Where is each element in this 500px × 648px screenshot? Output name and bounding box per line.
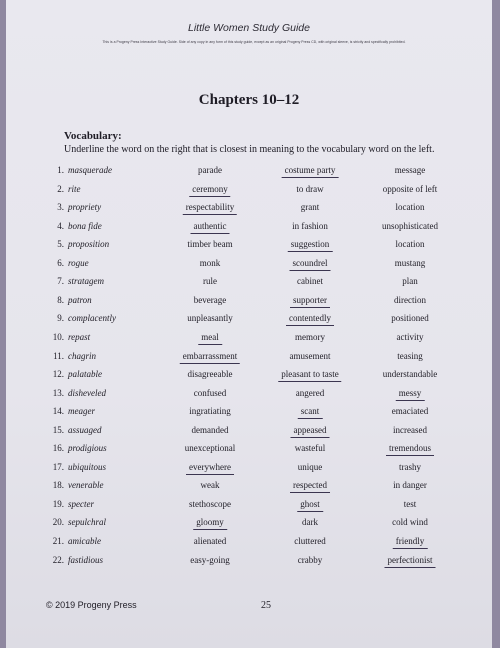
answer-choice[interactable]: costume party <box>282 163 339 178</box>
item-number: 17. <box>52 461 64 472</box>
vocab-term: proposition <box>68 239 110 250</box>
answer-choice[interactable]: mustang <box>394 257 426 268</box>
answer-choice[interactable]: tremendous <box>386 441 434 456</box>
answer-choice[interactable]: location <box>395 239 425 250</box>
vocab-term: palatable <box>68 369 102 380</box>
answer-choice[interactable]: grant <box>300 202 320 213</box>
answer-choice[interactable]: angered <box>295 387 325 398</box>
vocab-term: bona fide <box>68 220 102 231</box>
answer-choice[interactable]: test <box>403 498 417 509</box>
answer-choice[interactable]: unexceptional <box>184 443 236 454</box>
answer-choice[interactable]: teasing <box>397 350 423 361</box>
answer-choice[interactable]: emaciated <box>391 406 429 417</box>
answer-choice[interactable]: beverage <box>193 294 227 305</box>
answer-choice[interactable]: scant <box>298 404 323 419</box>
item-number: 1. <box>57 165 64 175</box>
answer-choice[interactable]: crabby <box>297 554 323 565</box>
answer-choice[interactable]: cluttered <box>294 536 326 546</box>
vocab-row <box>6 367 492 383</box>
vocab-term: disheveled <box>68 387 106 398</box>
vocab-row <box>6 386 492 402</box>
vocab-row <box>6 200 492 216</box>
answer-choice[interactable]: timber beam <box>187 239 233 250</box>
vocab-term: venerable <box>68 480 104 491</box>
item-number: 8. <box>57 294 64 305</box>
vocab-row <box>6 311 492 327</box>
answer-choice[interactable]: demanded <box>191 424 229 435</box>
answer-choice[interactable]: disagreeable <box>187 369 233 380</box>
vocabulary-heading: Vocabulary: <box>64 130 122 142</box>
answer-choice[interactable]: ceremony <box>189 182 230 197</box>
answer-choice[interactable]: meal <box>198 330 222 345</box>
item-number: 14. <box>52 406 64 417</box>
vocab-row <box>6 219 492 235</box>
copyright-fine-print: This is a Progeny Press Interactive Study Guide. Side of any copy in any form of this study guide, except as an original Progeny Press CD, with original sleeve, is strictly and specifically prohibited. <box>102 40 406 44</box>
answer-choice[interactable]: message <box>394 165 426 175</box>
guide-title: Little Women Study Guide <box>188 22 310 34</box>
answer-choice[interactable]: direction <box>394 294 426 305</box>
vocabulary-instructions: Underline the word on the right that is closest in meaning to the vocabulary word on the left. <box>64 144 435 155</box>
answer-choice[interactable]: messy <box>396 386 425 401</box>
answer-choice[interactable]: easy-going <box>190 554 230 565</box>
answer-choice[interactable]: in danger <box>393 480 427 491</box>
item-number: 16. <box>52 443 64 454</box>
answer-choice[interactable]: confused <box>193 387 227 398</box>
answer-choice[interactable]: alienated <box>193 536 227 546</box>
answer-choice[interactable]: parade <box>198 165 222 175</box>
vocab-term: sepulchral <box>68 517 106 528</box>
answer-choice[interactable]: to draw <box>296 183 324 194</box>
vocab-term: chagrin <box>68 350 96 361</box>
item-number: 10. <box>52 331 64 342</box>
vocab-row <box>6 423 492 439</box>
vocab-row <box>6 534 492 550</box>
answer-choice[interactable]: rule <box>203 276 217 287</box>
answer-choice[interactable]: monk <box>199 257 221 268</box>
item-number: 7. <box>57 276 64 287</box>
answer-choice[interactable]: unpleasantly <box>187 313 233 324</box>
worksheet-page <box>6 0 492 648</box>
vocab-term: specter <box>68 498 94 509</box>
answer-choice[interactable]: trashy <box>399 461 421 472</box>
answer-choice[interactable]: unique <box>297 461 323 472</box>
vocab-row <box>6 182 492 198</box>
footer-copyright: © 2019 Progeny Press <box>46 600 137 610</box>
item-number: 21. <box>52 536 64 546</box>
answer-choice[interactable]: in fashion <box>292 220 328 231</box>
answer-choice[interactable]: everywhere <box>186 460 234 475</box>
item-number: 6. <box>57 257 64 268</box>
vocab-row <box>6 404 492 420</box>
answer-choice[interactable]: respected <box>290 478 330 493</box>
answer-choice[interactable]: perfectionist <box>385 553 436 568</box>
answer-choice[interactable]: pleasant to taste <box>278 367 341 382</box>
answer-choice[interactable]: memory <box>295 331 325 342</box>
answer-choice[interactable]: suggestion <box>288 237 333 252</box>
item-number: 15. <box>52 424 64 435</box>
vocab-term: repast <box>68 331 91 342</box>
vocab-row <box>6 497 492 513</box>
item-number: 20. <box>52 517 64 528</box>
answer-choice[interactable]: unsophisticated <box>382 220 438 231</box>
vocab-term: patron <box>68 294 92 305</box>
vocab-row <box>6 478 492 494</box>
vocab-row <box>6 163 492 179</box>
vocab-row <box>6 274 492 290</box>
item-number: 2. <box>57 183 64 194</box>
vocab-term: rogue <box>68 257 89 268</box>
answer-choice[interactable]: wasteful <box>294 443 326 454</box>
vocab-row <box>6 256 492 272</box>
vocab-row <box>6 441 492 457</box>
item-number: 18. <box>52 480 64 491</box>
answer-choice[interactable]: respectability <box>183 200 237 215</box>
vocab-row <box>6 237 492 253</box>
answer-choice[interactable]: increased <box>393 424 427 435</box>
answer-choice[interactable]: positioned <box>391 313 429 324</box>
answer-choice[interactable]: stethoscope <box>189 498 231 509</box>
answer-choice[interactable]: understandable <box>382 369 438 380</box>
answer-choice[interactable]: ingratiating <box>189 406 231 417</box>
answer-choice[interactable]: embarrassment <box>180 349 240 364</box>
answer-choice[interactable]: gloomy <box>193 515 227 530</box>
item-number: 13. <box>52 387 64 398</box>
answer-choice[interactable]: weak <box>200 480 220 491</box>
answer-choice[interactable]: activity <box>396 331 424 342</box>
vocab-row <box>6 330 492 346</box>
vocab-row <box>6 553 492 569</box>
answer-choice[interactable]: plan <box>402 276 418 287</box>
answer-choice[interactable]: amusement <box>289 350 331 361</box>
vocab-term: fastidious <box>68 554 104 565</box>
vocab-term: amicable <box>68 536 101 546</box>
answer-choice[interactable]: authentic <box>191 219 230 234</box>
vocab-term: assuaged <box>68 424 102 435</box>
vocab-term: rite <box>68 183 81 194</box>
chapter-title: Chapters 10–12 <box>198 92 300 108</box>
vocab-row <box>6 293 492 309</box>
answer-choice[interactable]: scoundrel <box>290 256 331 271</box>
item-number: 11. <box>53 350 64 361</box>
answer-choice[interactable]: location <box>395 202 425 213</box>
item-number: 3. <box>57 202 64 213</box>
answer-choice[interactable]: cold wind <box>392 517 428 528</box>
item-number: 19. <box>52 498 64 509</box>
answer-choice[interactable]: cabinet <box>297 276 323 287</box>
vocab-row <box>6 515 492 531</box>
vocab-row <box>6 460 492 476</box>
vocab-term: meager <box>68 406 95 417</box>
vocab-term: propriety <box>68 202 102 213</box>
item-number: 12. <box>52 369 64 380</box>
vocab-term: complacently <box>68 313 116 324</box>
answer-choice[interactable]: supporter <box>290 293 330 308</box>
answer-choice[interactable]: opposite of left <box>382 183 438 194</box>
item-number: 5. <box>57 239 64 250</box>
answer-choice[interactable]: friendly <box>393 534 428 549</box>
vocab-row <box>6 349 492 365</box>
answer-choice[interactable]: dark <box>302 517 318 528</box>
answer-choice[interactable]: appeased <box>291 423 330 438</box>
item-number: 9. <box>57 313 64 324</box>
item-number: 22. <box>52 554 64 565</box>
page-number: 25 <box>261 600 271 611</box>
vocab-term: stratagem <box>68 276 104 287</box>
vocab-term: ubiquitous <box>68 461 107 472</box>
vocab-term: masquerade <box>68 165 112 175</box>
answer-choice[interactable]: ghost <box>297 497 323 512</box>
item-number: 4. <box>57 220 64 231</box>
answer-choice[interactable]: contentedly <box>286 311 334 326</box>
vocab-term: prodigious <box>68 443 107 454</box>
